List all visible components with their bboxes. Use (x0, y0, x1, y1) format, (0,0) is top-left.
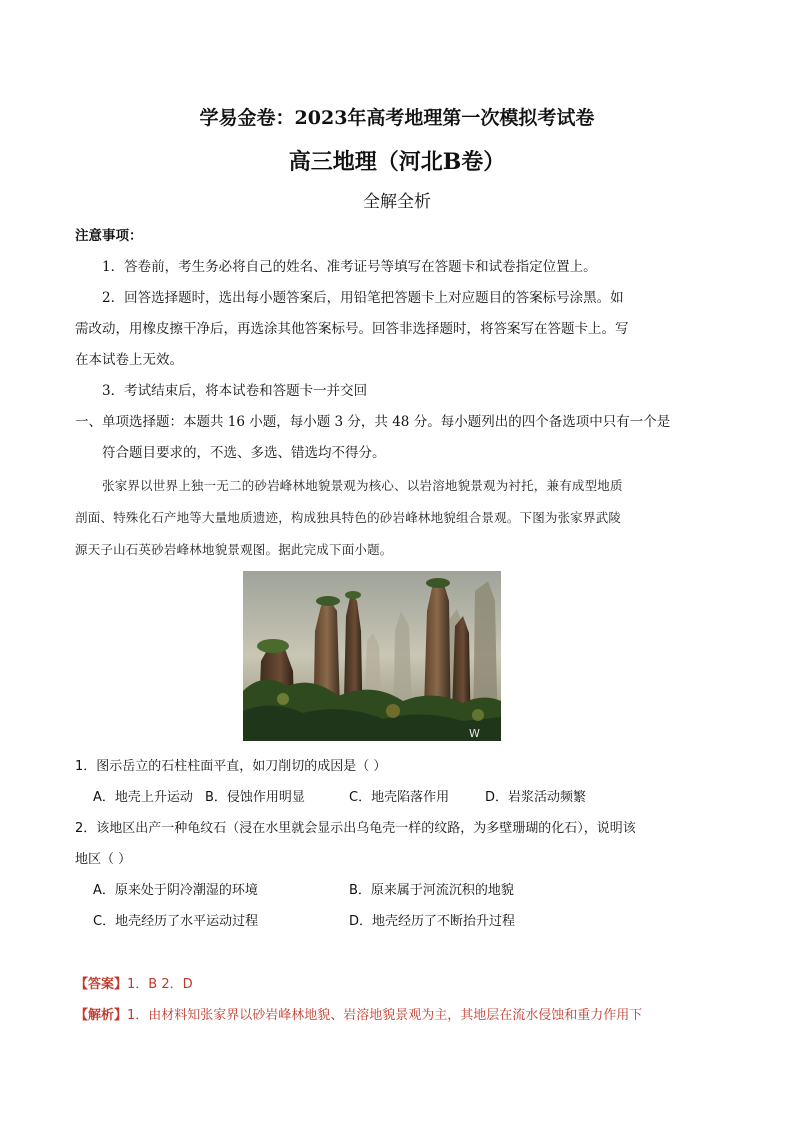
question-1-option-c: C．地壳陷落作用 (349, 790, 450, 805)
question-2-stem-line-2: 地区（ ） (75, 852, 132, 867)
section-1-heading-line-1: 一、单项选择题：本题共 16 小题，每小题 3 分，共 48 分。每小题列出的四个备选项中只有一个是 (75, 414, 671, 430)
explanation-row (75, 1006, 642, 1026)
exam-series-title: 学易金卷：2023年高考地理第一次模拟考试卷 (199, 107, 595, 129)
question-2-option-b: B．原来属于河流沉积的地貌 (349, 883, 514, 898)
question-2-stem-line-1: 2．该地区出产一种龟纹石（浸在水里就会显示出乌龟壳一样的纹路，为多壁珊瑚的化石），说明该 (75, 821, 636, 836)
passage-line-3: 源天子山石英砂岩峰林地貌景观图。据此完成下面小题。 (75, 542, 393, 557)
notes-item-2-line-2: 需改动，用橡皮擦干净后，再选涂其他答案标号。回答非选择题时，将答案写在答题卡上。写 (75, 321, 629, 337)
notes-item-3: 3．考试结束后，将本试卷和答题卡一并交回 (102, 383, 368, 399)
question-1-stem: 1．图示岳立的石柱柱面平直，如刀削切的成因是（ ） (75, 759, 387, 774)
question-1-option-a: A．地壳上升运动 (93, 790, 193, 805)
answer-row (75, 975, 193, 995)
photo-watermark-logo: W (469, 727, 480, 740)
explanation-label: 【解析】 (75, 1008, 128, 1023)
paper-title: 高三地理（河北B卷） (288, 149, 506, 175)
answer-label: 【答案】 (75, 977, 128, 992)
section-1-heading-line-2: 符合题目要求的，不选、多选、错选均不得分。 (102, 445, 386, 461)
passage-line-1: 张家界以世界上独一无二的砂岩峰林地貌景观为核心、以岩溶地貌景观为衬托，兼有成型地质 (102, 478, 623, 493)
notes-item-2-line-1: 2．回答选择题时，选出每小题答案后，用铅笔把答题卡上对应题目的答案标号涂黑。如 (102, 290, 624, 306)
question-1-option-d: D．岩浆活动频繁 (485, 790, 587, 805)
passage-line-2: 剖面、特殊化石产地等大量地质遗迹，构成独具特色的砂岩峰林地貌组合景观。下图为张家界武陵 (75, 510, 622, 525)
sandstone-peak-forest-photo (243, 571, 501, 741)
question-2-option-c: C．地壳经历了水平运动过程 (93, 914, 259, 929)
explanation-text: 1．由材料知张家界以砂岩峰林地貌、岩溶地貌景观为主，其地层在流水侵蚀和重力作用下 (127, 1008, 643, 1023)
question-1-option-b: B．侵蚀作用明显 (205, 790, 305, 805)
question-2-option-a: A．原来处于阴冷潮湿的环境 (93, 883, 258, 898)
notes-heading: 注意事项： (75, 228, 143, 244)
notes-item-2-line-3: 在本试卷上无效。 (75, 352, 183, 368)
analysis-title: 全解全析 (363, 192, 431, 212)
question-2-option-d: D．地壳经历了不断抬升过程 (349, 914, 516, 929)
answer-value: 1．B 2．D (127, 977, 193, 992)
notes-item-1: 1．答卷前，考生务必将自己的姓名、准考证号等填写在答题卡和试卷指定位置上。 (102, 259, 597, 275)
